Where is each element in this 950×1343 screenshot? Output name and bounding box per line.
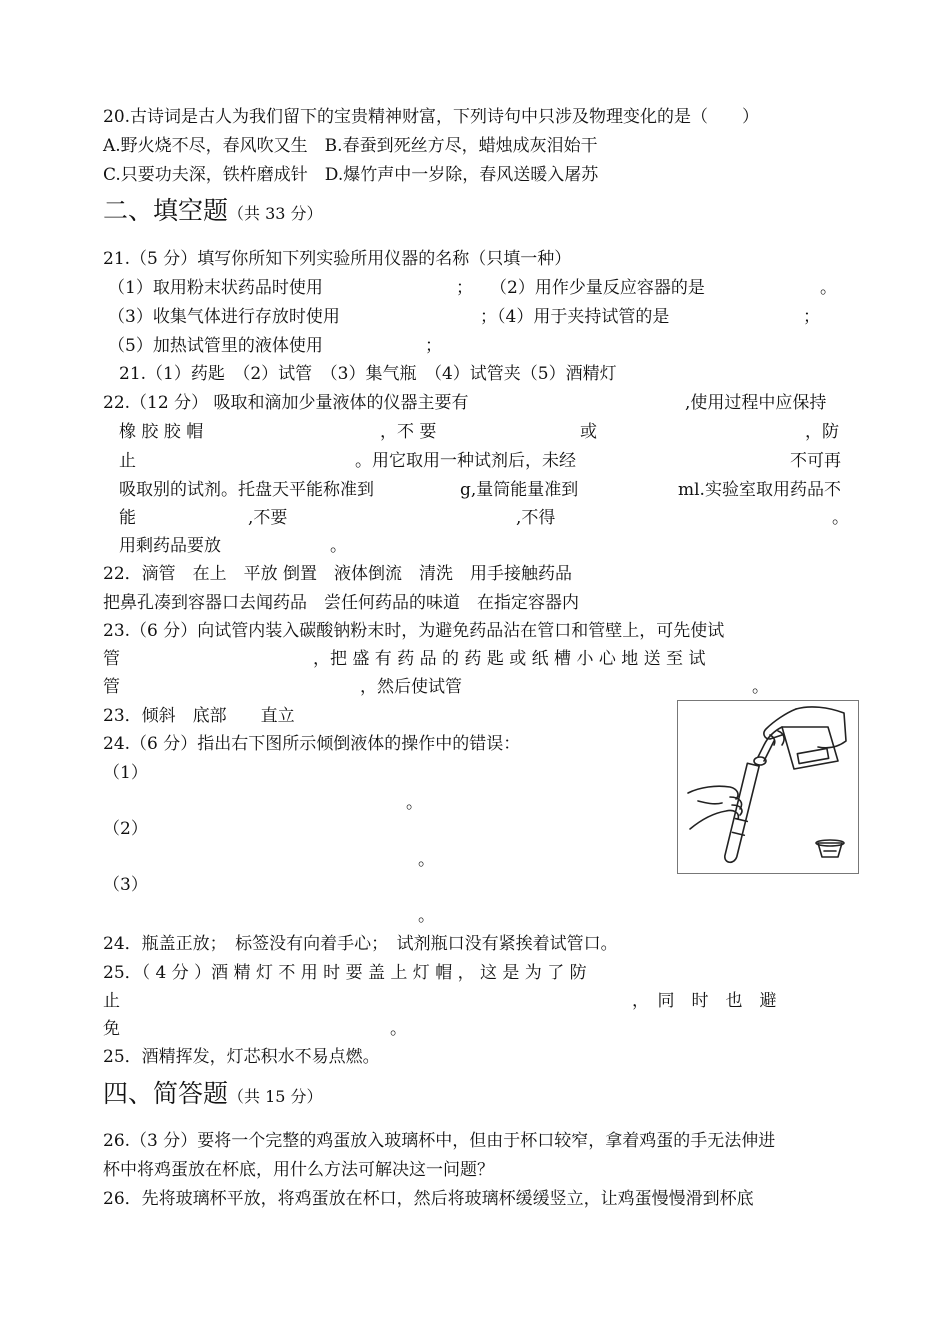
q24-item2: （2） <box>103 819 148 839</box>
section4-score: （共 15 分） <box>228 1087 323 1106</box>
q22-line3a: 止 <box>119 451 136 471</box>
q24-item1-end: 。 <box>406 793 423 813</box>
q21-line1a: （1）取用粉末状药品时使用 <box>108 278 323 298</box>
pouring-liquid-figure <box>677 700 859 874</box>
q25-line1: 25．（ 4 分 ）酒 精 灯 不 用 时 要 盖 上 灯 帽 ， 这 是 为 了 防 <box>103 963 587 983</box>
q22-answer-line2: 把鼻孔凑到容器口去闻药品 尝任何药品的味道 在指定容器内 <box>103 593 579 613</box>
q20-options-cd: C.只要功夫深，铁杵磨成针 D.爆竹声中一岁除，春风送暖入屠苏 <box>103 165 599 185</box>
q22-line3c: 不可再 <box>790 451 841 471</box>
q21-line1d: 。 <box>820 278 837 298</box>
q24-stem: 24.（6 分）指出右下图所示倾倒液体的操作中的错误： <box>103 734 521 754</box>
q21-answer: 21.（1）药匙 （2）试管 （3）集气瓶 （4）试管夹（5）酒精灯 <box>119 364 617 384</box>
q23-line3c: 。 <box>752 677 769 697</box>
section2-title: 二、填空题 <box>103 196 229 225</box>
q26-answer: 26．先将玻璃杯平放，将鸡蛋放在杯口，然后将玻璃杯缓缓竖立，让鸡蛋慢慢滑到杯底 <box>103 1189 754 1209</box>
q21-line3a: （5）加热试管里的液体使用 <box>108 336 323 356</box>
section4-heading <box>103 1079 323 1112</box>
q22-line5a: 能 <box>119 508 136 528</box>
section2-score: （共 33 分） <box>228 204 323 223</box>
pouring-liquid-icon <box>678 701 858 873</box>
q21-line3b: ； <box>425 336 442 356</box>
q25-line3a: 免 <box>103 1019 120 1039</box>
section4-title: 四、简答题 <box>103 1079 229 1108</box>
q22-answer-line1: 22．滴管 在上 平放 倒置 液体倒流 清洗 用手接触药品 <box>103 564 573 584</box>
q22-line2b: ，不 要 <box>380 422 437 442</box>
q25-line2b: ， 同 时 也 避 <box>632 991 777 1011</box>
q25-line3b: 。 <box>390 1019 407 1039</box>
q21-line2a: （3）收集气体进行存放时使用 <box>108 307 340 327</box>
section2-heading <box>103 196 323 229</box>
q25-line2a: 止 <box>103 991 120 1011</box>
q26-line1: 26.（3 分）要将一个完整的鸡蛋放入玻璃杯中，但由于杯口较窄，拿着鸡蛋的手无法伸进 <box>103 1131 776 1151</box>
q23-line2b: ，把 盛 有 药 品 的 药 匙 或 纸 槽 小 心 地 送 至 试 <box>313 649 706 669</box>
q23-line1: 23.（6 分）向试管内装入碳酸钠粉末时，为避免药品沾在管口和管壁上，可先使试 <box>103 621 725 641</box>
q21-stem: 21.（5 分）填写你所知下列实验所用仪器的名称（只填一种） <box>103 249 572 269</box>
q22-line5d: 。 <box>832 508 849 528</box>
q22-line5b: ,不要 <box>248 508 288 528</box>
q24-answer: 24．瓶盖正放； 标签没有向着手心； 试剂瓶口没有紧挨着试管口。 <box>103 934 618 954</box>
q22-line2c: 或 <box>580 422 597 442</box>
q22-line5c: ,不得 <box>516 508 556 528</box>
q24-item3-end: 。 <box>418 906 435 926</box>
q24-item3: （3） <box>103 875 148 895</box>
q23-line3a: 管 <box>103 677 120 697</box>
q24-item1: （1） <box>103 763 148 783</box>
q23-line3b: ，然后使试管 <box>360 677 462 697</box>
q22-line1a: 22.（12 分） 吸取和滴加少量液体的仪器主要有 <box>103 393 469 413</box>
q22-line1b: ,使用过程中应保持 <box>685 393 827 413</box>
q25-answer: 25．酒精挥发，灯芯积水不易点燃。 <box>103 1047 380 1067</box>
q21-line1c: （2）用作少量反应容器的是 <box>490 278 705 298</box>
q22-line4a: 吸取别的试剂。托盘天平能称准到 <box>119 480 374 500</box>
q22-line4c: ml.实验室取用药品不 <box>678 480 841 500</box>
q26-line2: 杯中将鸡蛋放在杯底，用什么方法可解决这一问题？ <box>103 1160 494 1180</box>
q22-line6a: 用剩药品要放 <box>119 536 221 556</box>
q23-line2a: 管 <box>103 649 120 669</box>
q22-line3b: 。用它取用一种试剂后，未经 <box>355 451 576 471</box>
q21-line2c: ； <box>803 307 820 327</box>
q22-line2a: 橡 胶 胶 帽 <box>119 422 204 442</box>
q20-stem: 20.古诗词是古人为我们留下的宝贵精神财富，下列诗句中只涉及物理变化的是（ ） <box>103 107 760 127</box>
q24-item2-end: 。 <box>418 850 435 870</box>
q21-line2b: ；（4）用于夹持试管的是 <box>480 307 670 327</box>
q20-options-ab: A.野火烧不尽，春风吹又生 B.春蚕到死丝方尽，蜡烛成灰泪始干 <box>103 136 598 156</box>
q22-line6b: 。 <box>330 536 347 556</box>
q22-line4b: g,量筒能量准到 <box>460 480 579 500</box>
q21-line1b: ； <box>456 278 473 298</box>
q23-answer: 23．倾斜 底部 直立 <box>103 706 295 726</box>
q22-line2d: ，防 <box>805 422 839 442</box>
